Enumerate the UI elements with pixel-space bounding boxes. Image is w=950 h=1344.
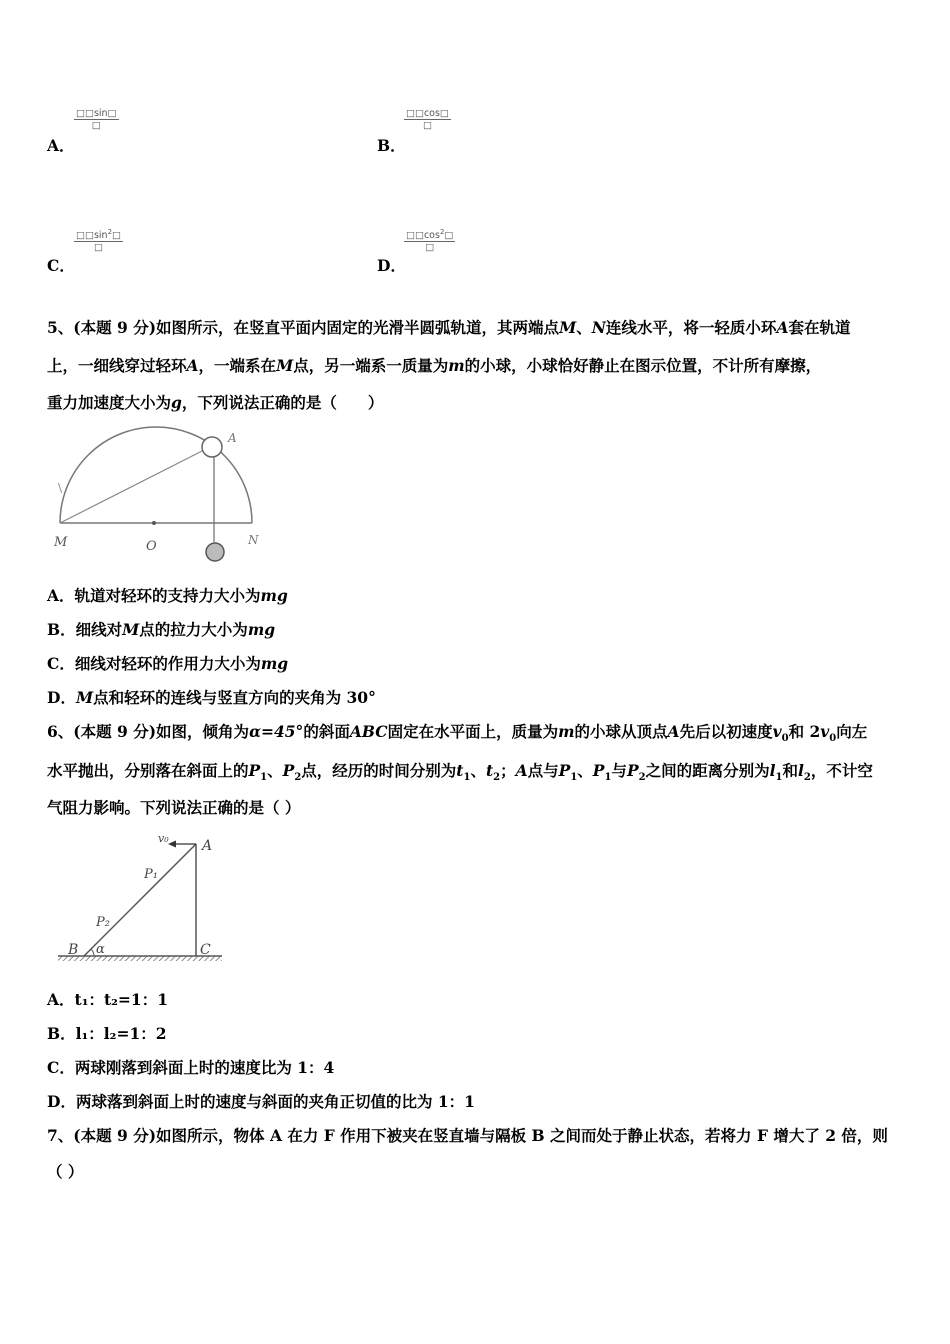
ball [206,543,224,561]
q7-line-2: （ ） [47,1162,84,1181]
q7-line-1: 7、(本题 9 分)如图所示，物体 A 在力 F 作用下被夹在竖直墙与隔板 B 之间而处于静止状态，若将力 F 增大了 2 倍，则 [47,1126,888,1145]
label-a: A [202,838,213,854]
option-c-numerator: $□□\sin^2□$ [76,228,122,242]
option-a-denominator: □ [91,120,101,131]
option-a-fraction [74,108,119,131]
incline-ab [84,844,196,956]
label-b: B [68,942,79,958]
q6-option-a[interactable]: A．t₁：t₂=1：1 [47,990,168,1009]
q5-line-3: 重力加速度大小为g，下列说法正确的是（ ） [47,393,384,412]
option-a-numerator: □□sin□ [76,108,117,119]
q6-option-c[interactable]: C．两球刚落到斜面上时的速度比为 1：4 [47,1058,335,1077]
q6-option-d[interactable]: D．两球落到斜面上时的速度与斜面的夹角正切值的比为 1：1 [47,1092,475,1111]
label-m: M [54,535,68,550]
velocity-arrowhead [168,841,176,848]
q6-line-1: 6、(本题 9 分)如图，倾角为α=45°的斜面ABC固定在水平面上，质量为m的小球从顶点A先后以初速度$v_0$和 $2v_0$向左 [47,722,868,745]
option-d-fraction [404,228,455,253]
angle-arc [91,949,94,956]
q6-option-b[interactable]: B．l₁：l₂=1：2 [47,1024,167,1043]
option-c-label: C． [47,256,75,275]
label-left-arc: \ [58,481,63,495]
string-m-to-ring [60,450,204,523]
q5-option-b[interactable]: B．细线对M点的拉力大小为mg [47,620,276,639]
option-c-denominator: □ [94,242,103,254]
label-a-top: A [228,431,237,445]
q5-semicircle-figure [44,420,274,570]
q5-option-c[interactable]: C．细线对轻环的作用力大小为mg [47,654,289,673]
label-p2: P₂ [96,915,110,930]
option-a-label: A． [47,136,75,155]
option-d-label: D． [377,256,406,275]
q6-line-2: 水平抛出，分别落在斜面上的$P_1$、$P_2$点，经历的时间分别为$t_1$、$t_2$；A点与$P_1$、$P_1$与$P_2$之间的距离分别为$l_1$和$l_2$，不计空 [47,761,873,784]
label-n: N [248,533,259,547]
option-d-denominator: □ [425,242,435,254]
q5-line-1: 5、(本题 9 分)如图所示，在竖直平面内固定的光滑半圆弧轨道，其两端点M、N连线水平，将一轻质小环A套在轨道 [47,318,851,337]
q5-option-a[interactable]: A．轨道对轻环的支持力大小为mg [47,586,288,605]
q5-option-d[interactable]: D．M点和轻环的连线与竖直方向的夹角为 30° [47,688,376,707]
ring-a [202,437,222,457]
option-b-label: B． [377,136,406,155]
label-c: C [200,942,211,958]
option-b-denominator: □ [422,120,432,131]
q5-line-2: 上，一细线穿过轻环A，一端系在M点，另一端系一质量为m的小球，小球恰好静止在图示位置，不计所有摩擦， [47,356,822,375]
q6-line-3: 气阻力影响。下列说法正确的是（ ） [47,798,301,817]
option-d-numerator: $□□\cos^2□$ [406,228,454,242]
label-p1: P₁ [144,867,158,882]
center-o-dot [152,521,156,525]
option-c-fraction [74,228,123,253]
label-v0: v₀ [158,832,169,845]
label-o: O [146,539,157,554]
q6-incline-figure [54,828,234,968]
label-alpha: α [96,942,105,957]
option-b-fraction [404,108,451,131]
option-b-numerator: □□cos□ [406,108,449,119]
